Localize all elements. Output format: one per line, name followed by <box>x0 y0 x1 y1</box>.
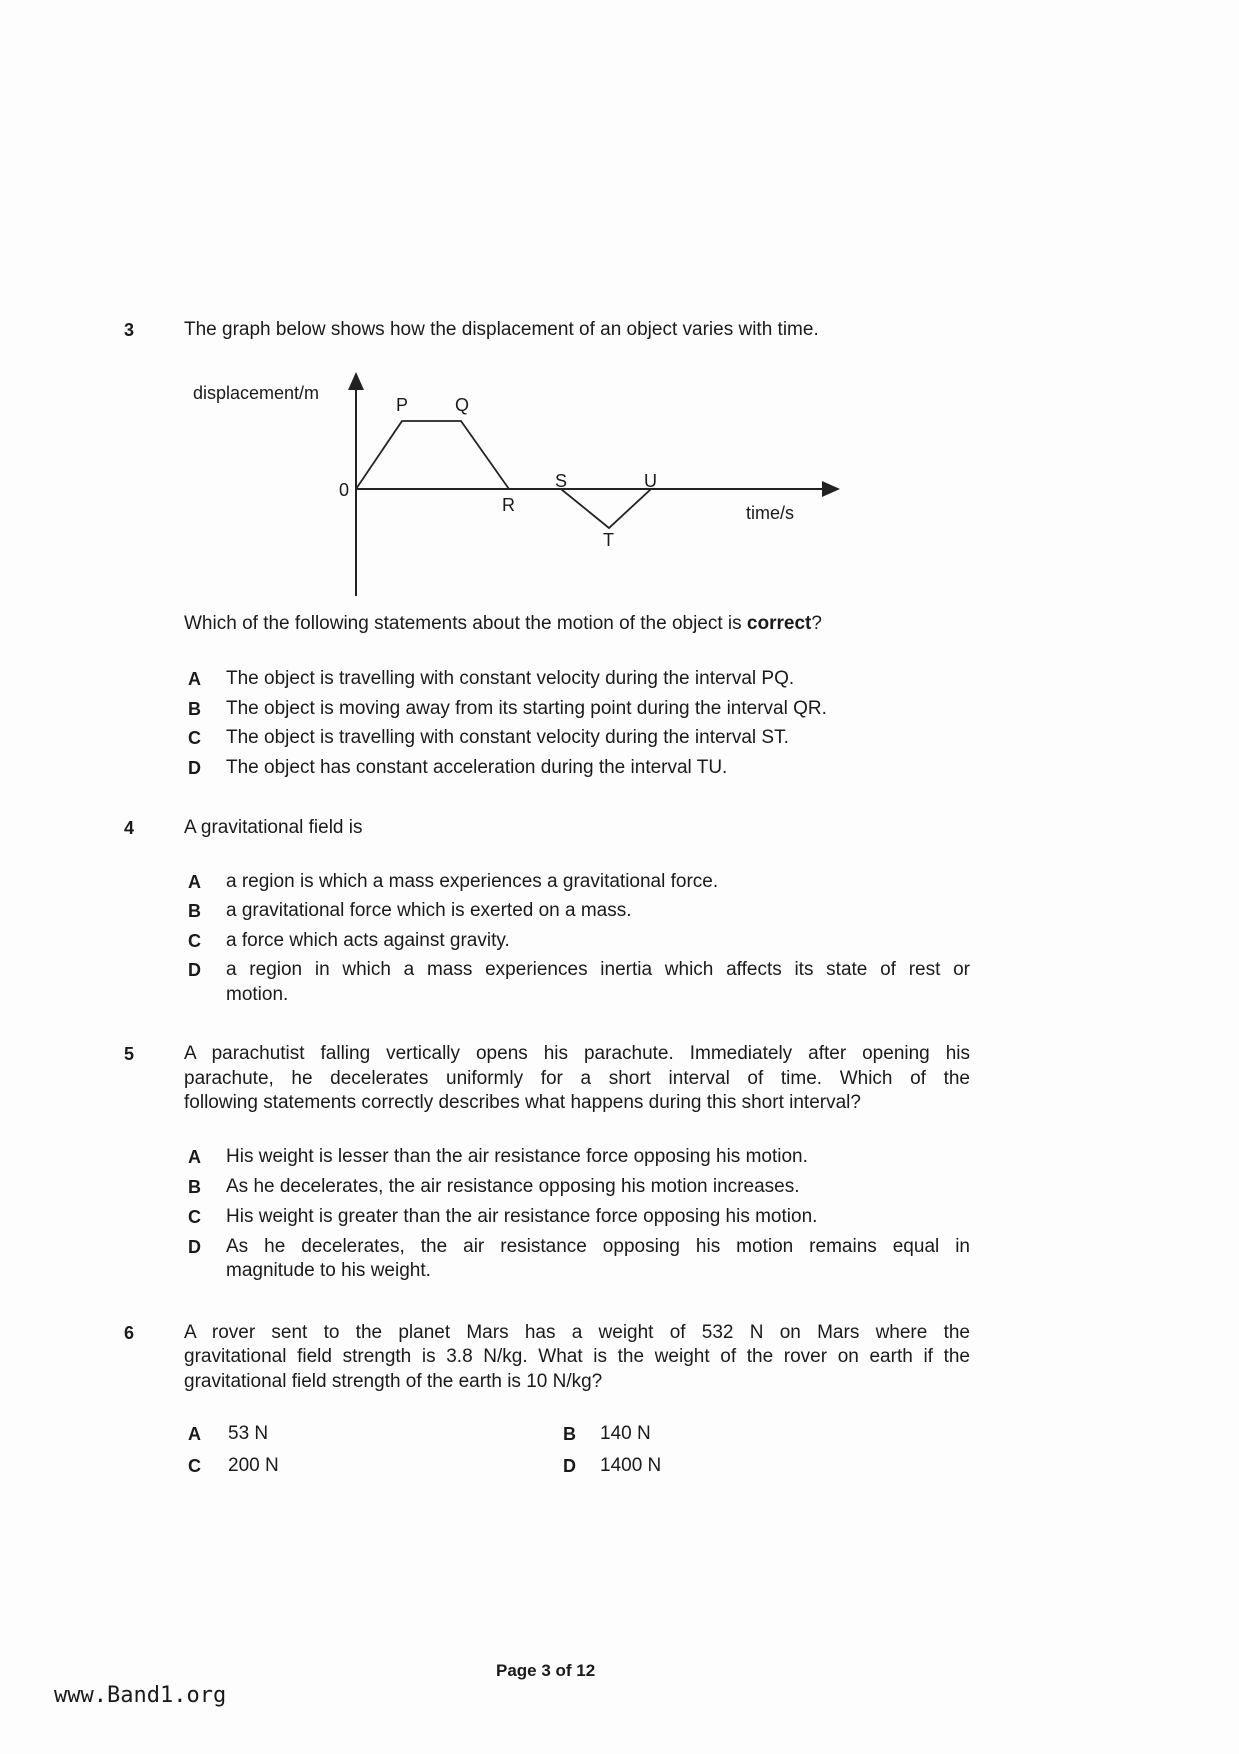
option-letter: A <box>188 1147 201 1167</box>
option-text: a region is which a mass experiences a gravitational force. <box>226 871 719 892</box>
point-label-q: Q <box>455 395 470 415</box>
option-text: a region in which a mass experiences inertia which affects its state of rest or <box>226 959 970 980</box>
option-letter: C <box>188 1456 201 1476</box>
option-text: As he decelerates, the air resistance opposing his motion remains equal in <box>226 1236 970 1257</box>
option-text: His weight is lesser than the air resistance force opposing his motion. <box>226 1146 808 1167</box>
question-stem: A gravitational field is <box>184 817 363 838</box>
point-label-t: T <box>603 530 614 550</box>
question-stem-line: following statements correctly describes what happens during this short interval? <box>184 1092 861 1113</box>
option-text-continued: motion. <box>226 984 289 1005</box>
origin-label: 0 <box>339 480 350 500</box>
option-letter: C <box>188 1207 201 1227</box>
point-label-p: P <box>396 395 409 415</box>
x-axis-label: time/s <box>746 503 795 523</box>
option-letter: D <box>188 758 201 778</box>
question-number: 5 <box>124 1044 135 1064</box>
question-stem-line: A parachutist falling vertically opens his parachute. Immediately after opening his <box>184 1043 970 1064</box>
option-letter: C <box>188 931 201 951</box>
option-text: a force which acts against gravity. <box>226 930 510 951</box>
option-letter: D <box>563 1456 576 1476</box>
option-letter: B <box>188 1177 201 1197</box>
option-letter: B <box>188 699 201 719</box>
option-letter: A <box>188 669 201 689</box>
option-text: a gravitational force which is exerted on a mass. <box>226 900 632 921</box>
point-label-s: S <box>555 471 568 491</box>
y-axis-label: displacement/m <box>193 383 320 403</box>
option-letter: C <box>188 728 201 748</box>
option-letter: B <box>188 901 201 921</box>
option-text: 53 N <box>228 1423 269 1444</box>
option-letter: D <box>188 960 201 980</box>
option-text: The object is moving away from its starting point during the interval QR. <box>226 698 827 719</box>
displacement-time-graph <box>0 0 1239 620</box>
prompt-emphasis: correct <box>746 613 812 634</box>
point-label-r: R <box>502 495 515 515</box>
question-number: 4 <box>124 818 135 838</box>
option-letter: B <box>563 1424 576 1444</box>
watermark-link[interactable]: www.Band1.org <box>54 1683 227 1708</box>
question-number: 6 <box>124 1323 135 1343</box>
option-text: His weight is greater than the air resistance force opposing his motion. <box>226 1206 818 1227</box>
question-stem: The graph below shows how the displacement of an object varies with time. <box>184 319 819 340</box>
option-letter: D <box>188 1237 201 1257</box>
question-stem-line: A rover sent to the planet Mars has a weight of 532 N on Mars where the <box>184 1322 970 1343</box>
prompt-end: ? <box>811 613 822 634</box>
prompt-text: Which of the following statements about the motion of the object is <box>184 613 747 634</box>
question-prompt <box>184 613 822 635</box>
point-label-u: U <box>644 471 657 491</box>
option-text-continued: magnitude to his weight. <box>226 1260 431 1281</box>
option-text: 1400 N <box>600 1455 662 1476</box>
option-text: The object has constant acceleration during the interval TU. <box>226 757 728 778</box>
option-text: 140 N <box>600 1423 651 1444</box>
question-stem-line: gravitational field strength of the earth is 10 N/kg? <box>184 1371 603 1392</box>
option-letter: A <box>188 1424 201 1444</box>
option-text: The object is travelling with constant velocity during the interval PQ. <box>226 668 795 689</box>
question-stem-line: parachute, he decelerates uniformly for a short interval of time. Which of the <box>184 1068 970 1089</box>
option-letter: A <box>188 872 201 892</box>
option-text: As he decelerates, the air resistance opposing his motion increases. <box>226 1176 800 1197</box>
option-text: 200 N <box>228 1455 279 1476</box>
option-text: The object is travelling with constant velocity during the interval ST. <box>226 727 789 748</box>
question-stem-line: gravitational field strength is 3.8 N/kg. What is the weight of the rover on earth if the <box>184 1346 970 1367</box>
question-number: 3 <box>124 320 135 340</box>
page-number: Page 3 of 12 <box>496 1661 596 1680</box>
